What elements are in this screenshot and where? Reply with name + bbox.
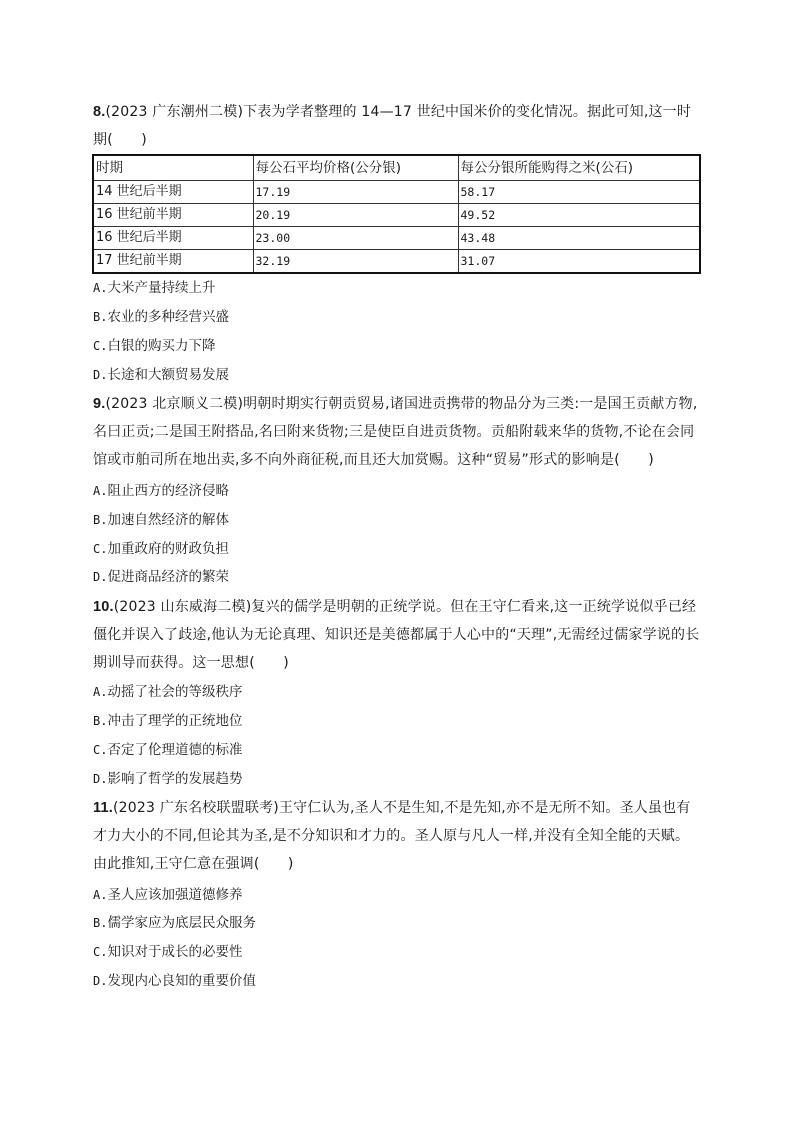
option-b[interactable] <box>93 511 229 529</box>
option-letter: D. <box>93 974 108 988</box>
option-a[interactable] <box>93 482 229 500</box>
option-letter: B. <box>93 310 108 324</box>
option-text: 儒学家应为底层民众服务 <box>107 915 256 931</box>
option-d[interactable] <box>93 972 256 990</box>
question-number: 8. <box>93 104 106 120</box>
option-letter: D. <box>93 570 108 584</box>
option-text: 大米产量持续上升 <box>107 280 216 296</box>
table-cell: 17.19 <box>253 181 458 204</box>
table-header-cell: 每公分银所能购得之米(公石) <box>458 155 700 181</box>
table-row <box>93 227 700 250</box>
table-cell: 16 世纪前半期 <box>93 204 253 227</box>
table-cell: 58.17 <box>458 181 700 204</box>
question-number: 10. <box>93 599 114 615</box>
table-header-row <box>93 155 700 181</box>
option-letter: B. <box>93 916 108 930</box>
option-d[interactable] <box>93 568 229 586</box>
table-header-cell: 时期 <box>93 155 253 181</box>
option-text: 冲击了理学的正统地位 <box>107 713 243 729</box>
table-cell: 49.52 <box>458 204 700 227</box>
option-letter: A. <box>93 281 108 295</box>
option-c[interactable] <box>93 337 215 355</box>
option-letter: A. <box>93 484 108 498</box>
option-a[interactable] <box>93 683 242 701</box>
question-8-stem <box>93 98 701 154</box>
option-text: 否定了伦理道德的标准 <box>107 742 243 758</box>
option-text: 促进商品经济的繁荣 <box>107 569 229 585</box>
option-text: 发现内心良知的重要价值 <box>107 973 256 989</box>
option-letter: C. <box>93 945 108 959</box>
question-text: (2023 广东潮州二模)下表为学者整理的 14—17 世纪中国米价的变化情况。据此可知,这一时期( ) <box>93 104 692 148</box>
table-row <box>93 204 700 227</box>
option-d[interactable] <box>93 770 242 788</box>
table-header-cell: 每公石平均价格(公分银) <box>253 155 458 181</box>
option-text: 白银的购买力下降 <box>107 338 216 354</box>
question-10-stem <box>93 593 701 677</box>
table-row <box>93 181 700 204</box>
option-letter: D. <box>93 772 108 786</box>
question-number: 9. <box>93 396 106 412</box>
table-cell: 23.00 <box>253 227 458 250</box>
rice-price-table <box>92 154 701 274</box>
option-letter: D. <box>93 368 108 382</box>
option-text: 长途和大额贸易发展 <box>107 367 229 383</box>
table-row <box>93 250 700 274</box>
table-cell: 17 世纪前半期 <box>93 250 253 274</box>
option-b[interactable] <box>93 914 256 932</box>
question-11-stem <box>93 794 701 878</box>
option-c[interactable] <box>93 943 242 961</box>
option-letter: B. <box>93 714 108 728</box>
option-text: 农业的多种经营兴盛 <box>107 309 229 325</box>
option-a[interactable] <box>93 886 242 904</box>
option-d[interactable] <box>93 366 229 384</box>
option-letter: C. <box>93 542 108 556</box>
option-text: 阻止西方的经济侵略 <box>107 483 229 499</box>
question-text: (2023 北京顺义二模)明朝时期实行朝贡贸易,诸国进贡携带的物品分为三类:一是国王贡献方物,名曰正贡;二是国王附搭品,名曰附来货物;三是使臣自进贡货物。贡船附载来华的货物,不论在会同馆或市舶司所在地出卖,多不向外商征税,而且还大加赏赐。这种“贸易”形式的影响是( ) <box>93 396 698 468</box>
question-text: (2023 广东名校联盟联考)王守仁认为,圣人不是生知,不是先知,亦不是无所不知。圣人虽也有才力大小的不同,但论其为圣,是不分知识和才力的。圣人原与凡人一样,并没有全知全能的天赋。由此推知,王守仁意在强调( ) <box>93 800 691 872</box>
option-text: 动摇了社会的等级秩序 <box>107 684 243 700</box>
table-cell: 31.07 <box>458 250 700 274</box>
option-letter: A. <box>93 685 108 699</box>
option-letter: B. <box>93 513 108 527</box>
option-letter: C. <box>93 339 108 353</box>
option-text: 加速自然经济的解体 <box>107 512 229 528</box>
table-cell: 20.19 <box>253 204 458 227</box>
option-letter: C. <box>93 743 108 757</box>
option-text: 圣人应该加强道德修养 <box>107 887 243 903</box>
table-cell: 32.19 <box>253 250 458 274</box>
table-cell: 43.48 <box>458 227 700 250</box>
table-cell: 16 世纪后半期 <box>93 227 253 250</box>
question-9-stem <box>93 390 701 474</box>
option-text: 加重政府的财政负担 <box>107 541 229 557</box>
option-b[interactable] <box>93 712 242 730</box>
question-text: (2023 山东威海二模)复兴的儒学是明朝的正统学说。但在王守仁看来,这一正统学说似乎已经僵化并误入了歧途,他认为无论真理、知识还是美德都属于人心中的“天理”,无需经过儒家学说的长期训导而获得。这一思想( ) <box>93 599 700 671</box>
option-text: 知识对于成长的必要性 <box>107 944 243 960</box>
question-number: 11. <box>93 800 113 816</box>
table-cell: 14 世纪后半期 <box>93 181 253 204</box>
option-b[interactable] <box>93 308 229 326</box>
option-text: 影响了哲学的发展趋势 <box>107 771 243 787</box>
option-c[interactable] <box>93 741 242 759</box>
option-c[interactable] <box>93 540 229 558</box>
option-letter: A. <box>93 888 108 902</box>
option-a[interactable] <box>93 279 215 297</box>
